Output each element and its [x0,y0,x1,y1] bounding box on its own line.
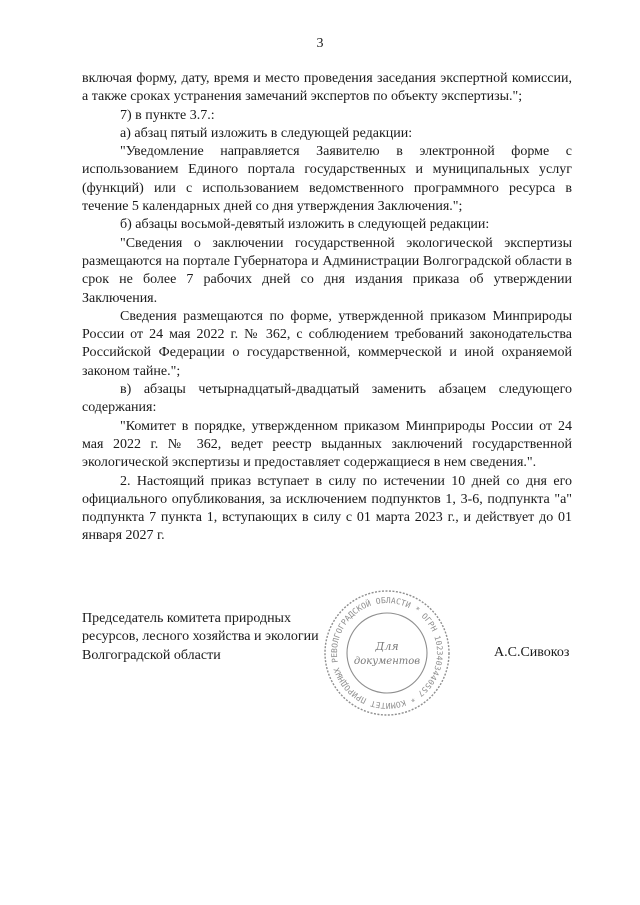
paragraph-item-2: 2. Настоящий приказ вступает в силу по истечении 10 дней со дня его официального опубликования, за исключением подпунктов 1, 3-6, подпункта "а" подпункта 7 пункта 1, вступающих в силу с 01 марта 2023 г., и действует до 01 января 2027 г. [82,473,572,544]
paragraph-continuation: включая форму, дату, время и место проведения заседания экспертной комиссии, а также сроках устранения замечаний экспертов по объекту экспертизы."; [82,71,572,105]
seal-center-line2: документов [353,656,421,667]
signer-title-line: Председатель комитета природных [82,611,291,626]
paragraph-subitem-v: в) абзацы четырнадцатый-двадцатый заменить абзацем следующего содержания: [82,382,572,416]
signer-title-line: ресурсов, лесного хозяйства и экологии [82,629,319,645]
paragraph-quote-form: Сведения размещаются по форме, утвержденной приказом Минприроды России от 24 мая 2022 г. № 362, с соблюдением требований законодательства Российской Федерации о государственной, коммерческой и иной охраняемой законом тайне."; [82,308,572,379]
seal-ring-text: ВОЛГОГРАДСКОЙ ОБЛАСТИ * ОГРН 1023403440557 * КОМИТЕТ ПРИРОДНЫХ РЕ [329,595,445,711]
paragraph-subitem-b: б) абзацы восьмой-девятый изложить в следующей редакции: [120,217,490,233]
paragraph-item-7: 7) в пункте 3.7.: [120,107,215,123]
signer-name: А.С.Сивокоз [494,645,570,660]
seal-stamp-icon [322,588,452,718]
seal-center-line1: Для [375,640,399,653]
paragraph-quote-information: "Сведения о заключении государственной экологической экспертизы размещаются на портале Губернатора и Администрации Волгоградской области в срок не более 7 рабочих дней со дня издания приказа об утверждении Заключения. [82,235,572,306]
official-seal-stamp [322,588,452,718]
page-number: 3 [316,36,324,51]
paragraph-subitem-a: а) абзац пятый изложить в следующей редакции: [120,125,413,141]
paragraph-quote-notification: "Уведомление направляется Заявителю в электронной форме с использованием Единого портала государственных и муниципальных услуг (функций) или с использованием ведомственного программного ресурса в течение 5 календарных дней со дня утверждения Заключения."; [82,144,572,215]
paragraph-quote-registry: "Комитет в порядке, утвержденном приказом Минприроды России от 24 мая 2022 г. № 362, ведет реестр выданных заключений государственной экологической экспертизы и предоставляет содержащиеся в нем сведения.". [82,418,572,471]
signer-title-line: Волгоградской области [82,647,221,663]
document-body [82,70,572,546]
